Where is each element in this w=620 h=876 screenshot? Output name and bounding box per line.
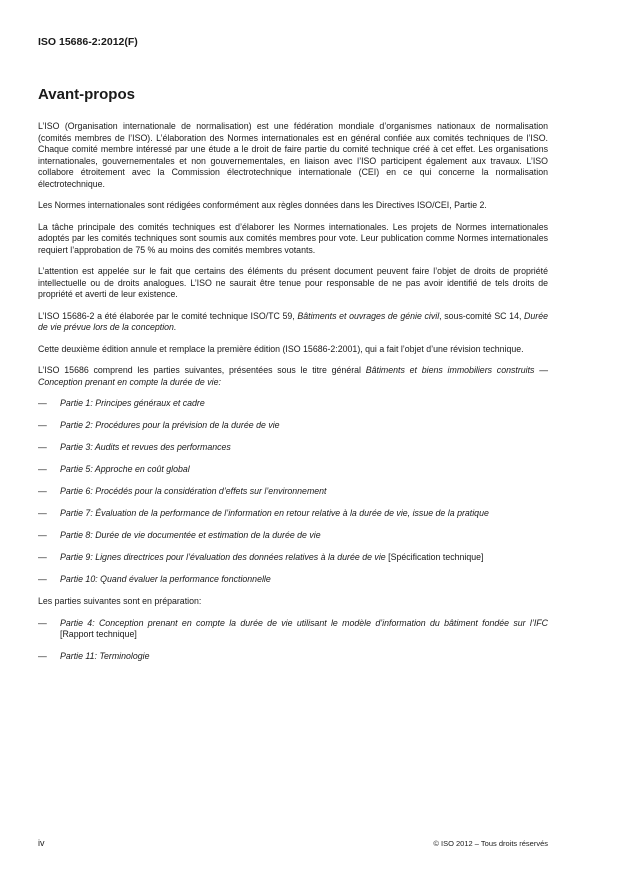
list-item	[38, 574, 548, 586]
part-suffix: [Spécification technique]	[385, 552, 484, 562]
tc-paragraph	[38, 311, 548, 334]
sc-title: Durée de vie prévue lors de la conception.	[38, 310, 549, 332]
list-item-text	[60, 651, 548, 663]
foreword-body	[38, 121, 548, 673]
paragraph: L’attention est appelée sur le fait que certains des éléments du présent document peuvent faire l’objet de droits de propriété intellectuelle ou de droits analogues. L’ISO ne saurait être tenue pour responsable de ne pas avoir identifié de tels droits de propriété et averti de leur existence.	[38, 266, 548, 299]
part-title: Partie 11: Terminologie	[60, 651, 150, 661]
list-dash: —	[38, 617, 47, 628]
document-header: ISO 15686-2:2012(F)	[38, 36, 138, 48]
part-title: Partie 8: Durée de vie documentée et estimation de la durée de vie	[60, 530, 321, 540]
prep-parts-list	[38, 618, 548, 663]
part-title: Partie 6: Procédés pour la considération d’effets sur l’environnement	[60, 486, 327, 496]
list-item-text	[60, 618, 548, 641]
parts-intro	[38, 365, 548, 388]
list-dash: —	[38, 651, 47, 661]
list-item-text	[60, 398, 548, 410]
paragraph: L’ISO (Organisation internationale de normalisation) est une fédération mondiale d’organismes nationaux de normalisation (comités membres de l’ISO). L’élaboration des Normes internationales est en général confiée aux comités techniques de l’ISO. Chaque comité membre intéressé par une étude a le droit de faire partie du comité technique créé à cet effet. Les organisations internationales, gouvernementales et non gouvernementales, en liaison avec l’ISO participent également aux travaux. L’ISO collabore étroitement avec la Commission électrotechnique internationale (CEI) en ce qui concerne la normalisation électrotechnique.	[38, 121, 548, 189]
tc-title: Bâtiments et ouvrages de génie civil	[297, 310, 440, 321]
list-dash: —	[38, 398, 47, 408]
list-dash: —	[38, 464, 47, 474]
list-dash: —	[38, 442, 47, 452]
list-dash: —	[38, 420, 47, 430]
list-dash: —	[38, 552, 47, 562]
list-item	[38, 508, 548, 520]
list-item	[38, 651, 548, 663]
page-number: iv	[38, 838, 45, 848]
part-title: Partie 1: Principes généraux et cadre	[60, 398, 205, 408]
list-item-text	[60, 552, 548, 564]
part-title: Partie 5: Approche en coût global	[60, 464, 190, 474]
list-item-text	[60, 486, 548, 498]
list-item-text	[60, 464, 548, 476]
list-item-text	[60, 508, 548, 520]
part-suffix: [Rapport technique]	[60, 629, 137, 639]
revision-paragraph: Cette deuxième édition annule et remplace la première édition (ISO 15686-2:2001), qui a fait l’objet d’une révision technique.	[38, 343, 524, 354]
list-item-text	[60, 442, 548, 454]
list-item	[38, 464, 548, 476]
part-title: Partie 10: Quand évaluer la performance fonctionnelle	[60, 574, 271, 584]
tc-text: L’ISO 15686-2 a été élaborée par le comité technique ISO/TC 59,	[38, 310, 298, 321]
list-dash: —	[38, 574, 47, 584]
list-item-text	[60, 530, 548, 542]
part-title: Partie 2: Procédures pour la prévision de la durée de vie	[60, 420, 280, 430]
part-title: Partie 9: Lignes directrices pour l’évaluation des données relatives à la durée de vie	[60, 552, 386, 562]
list-item	[38, 420, 548, 432]
list-item	[38, 530, 548, 542]
list-item	[38, 398, 548, 410]
page-title: Avant-propos	[38, 86, 135, 103]
list-dash: —	[38, 530, 47, 540]
list-item-text	[60, 420, 548, 432]
prep-intro: Les parties suivantes sont en préparation:	[38, 596, 202, 606]
copyright: © ISO 2012 – Tous droits réservés	[433, 839, 548, 848]
parts-intro-text: L’ISO 15686 comprend les parties suivantes, présentées sous le titre général	[38, 365, 366, 375]
list-dash: —	[38, 486, 47, 496]
paragraph: Les Normes internationales sont rédigées conformément aux règles données dans les Directives ISO/CEI, Partie 2.	[38, 200, 487, 210]
part-title: Partie 4: Conception prenant en compte la durée de vie utilisant le modèle d’information du bâtiment fondée sur l’IFC	[60, 617, 548, 628]
list-item	[38, 486, 548, 498]
parts-list	[38, 398, 548, 586]
general-title: Bâtiments et biens immobiliers construits — Conception prenant en compte la durée de vie:	[38, 365, 549, 387]
list-item	[38, 552, 548, 564]
list-dash: —	[38, 508, 47, 518]
part-title: Partie 7: Évaluation de la performance de l’information en retour relative à la durée de vie, issue de la pratique	[60, 508, 489, 518]
sc-text: , sous-comité SC 14,	[439, 310, 525, 321]
list-item	[38, 442, 548, 454]
list-item-text	[60, 574, 548, 586]
part-title: Partie 3: Audits et revues des performances	[60, 442, 231, 452]
list-item	[38, 618, 548, 641]
paragraph: La tâche principale des comités techniques est d’élaborer les Normes internationales. Les projets de Normes internationales adoptés par les comités techniques sont soumis aux comités membres pour vote. Leur publication comme Normes internationales requiert l’approbation de 75 % au moins des comités membres votants.	[38, 221, 548, 255]
